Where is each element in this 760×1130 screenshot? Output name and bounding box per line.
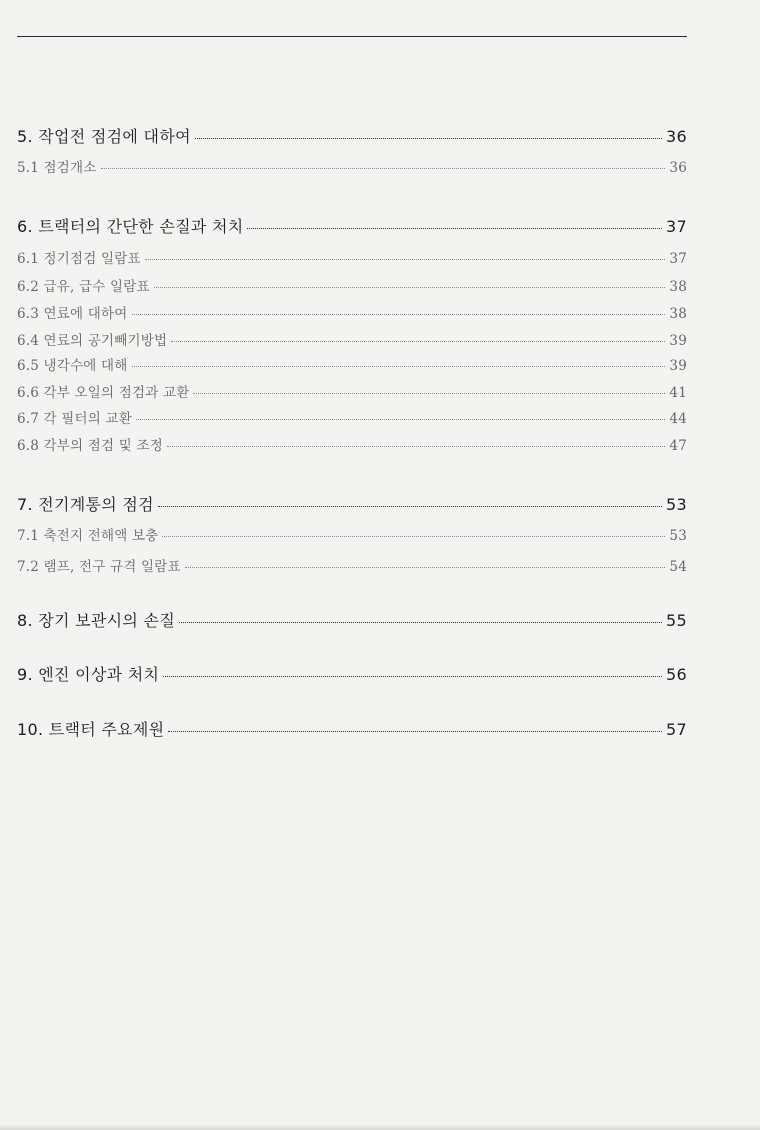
- toc-entry-label: 6.5 냉각수에 대해: [17, 358, 128, 374]
- toc-entry-label: 6.3 연료에 대하여: [17, 306, 128, 322]
- toc-entry-page: 39: [669, 358, 687, 374]
- toc-entry-10[interactable]: [17, 717, 687, 740]
- dot-leader: [163, 676, 662, 677]
- toc-entry-page: 55: [666, 611, 687, 630]
- dot-leader: [167, 446, 665, 447]
- toc-entry-7-1[interactable]: [17, 524, 687, 544]
- scan-bottom-edge: [0, 1124, 760, 1130]
- header-rule: [17, 36, 687, 37]
- toc-entry-6-6[interactable]: [17, 381, 687, 401]
- toc-entry-page: 36: [666, 127, 687, 146]
- dot-leader: [247, 228, 662, 229]
- toc-entry-label: 6.2 급유, 급수 일람표: [17, 279, 150, 295]
- toc-entry-7[interactable]: [17, 492, 687, 515]
- toc-entry-page: 41: [669, 385, 687, 401]
- toc-entry-6[interactable]: [17, 214, 687, 237]
- toc-entry-label: 5. 작업전 점검에 대하여: [17, 127, 191, 146]
- toc-entry-page: 54: [669, 559, 687, 575]
- toc-entry-label: 7.1 축전지 전해액 보충: [17, 528, 159, 544]
- toc-entry-label: 8. 장기 보관시의 손질: [17, 611, 176, 630]
- toc-entry-page: 39: [669, 333, 687, 349]
- dot-leader: [101, 168, 666, 169]
- toc-entry-page: 47: [669, 438, 687, 454]
- toc-entry-page: 38: [669, 306, 687, 322]
- dot-leader: [195, 138, 662, 139]
- dot-leader: [132, 314, 666, 315]
- toc-entry-6-1[interactable]: [17, 247, 687, 267]
- dot-leader: [136, 419, 665, 420]
- toc-entry-label: 6.8 각부의 점검 및 조정: [17, 438, 163, 454]
- toc-entry-page: 36: [669, 160, 687, 176]
- toc-entry-page: 44: [669, 411, 687, 427]
- dot-leader: [171, 341, 665, 342]
- toc-entry-8[interactable]: [17, 608, 687, 631]
- toc-entry-6-8[interactable]: [17, 434, 687, 454]
- toc-entry-6-5[interactable]: [17, 354, 687, 374]
- toc-entry-label: 6.6 각부 오일의 점검과 교환: [17, 385, 190, 401]
- toc-entry-page: 53: [669, 528, 687, 544]
- toc-entry-page: 38: [669, 279, 687, 295]
- toc-entry-5[interactable]: [17, 124, 687, 147]
- toc-entry-page: 57: [666, 720, 687, 739]
- toc-entry-label: 5.1 점검개소: [17, 160, 97, 176]
- toc-entry-label: 9. 엔진 이상과 처치: [17, 665, 160, 684]
- toc-entry-6-7[interactable]: [17, 407, 687, 427]
- dot-leader: [162, 536, 665, 537]
- toc-entry-page: 37: [669, 251, 687, 267]
- toc-entry-label: 6.7 각 필터의 교환: [17, 411, 132, 427]
- toc-entry-label: 7.2 램프, 전구 규격 일람표: [17, 559, 181, 575]
- dot-leader: [168, 731, 662, 732]
- toc-entry-page: 37: [666, 217, 687, 236]
- toc-entry-6-3[interactable]: [17, 302, 687, 322]
- toc-entry-page: 53: [666, 495, 687, 514]
- toc-entry-page: 56: [666, 665, 687, 684]
- toc-entry-6-2[interactable]: [17, 275, 687, 295]
- dot-leader: [179, 622, 662, 623]
- dot-leader: [158, 506, 662, 507]
- dot-leader: [154, 287, 666, 288]
- toc-entry-label: 6.4 연료의 공기빼기방법: [17, 333, 168, 349]
- toc-entry-label: 6. 트랙터의 간단한 손질과 처치: [17, 217, 244, 236]
- dot-leader: [132, 366, 666, 367]
- toc-entry-5-1[interactable]: [17, 156, 687, 176]
- toc-entry-6-4[interactable]: [17, 329, 687, 349]
- toc-entry-7-2[interactable]: [17, 555, 687, 575]
- toc-entry-9[interactable]: [17, 662, 687, 685]
- toc-entry-label: 10. 트랙터 주요제원: [17, 720, 165, 739]
- toc-entry-label: 6.1 정기점검 일람표: [17, 251, 141, 267]
- dot-leader: [145, 259, 666, 260]
- dot-leader: [193, 393, 665, 394]
- toc-entry-label: 7. 전기계통의 점검: [17, 495, 154, 514]
- dot-leader: [185, 567, 666, 568]
